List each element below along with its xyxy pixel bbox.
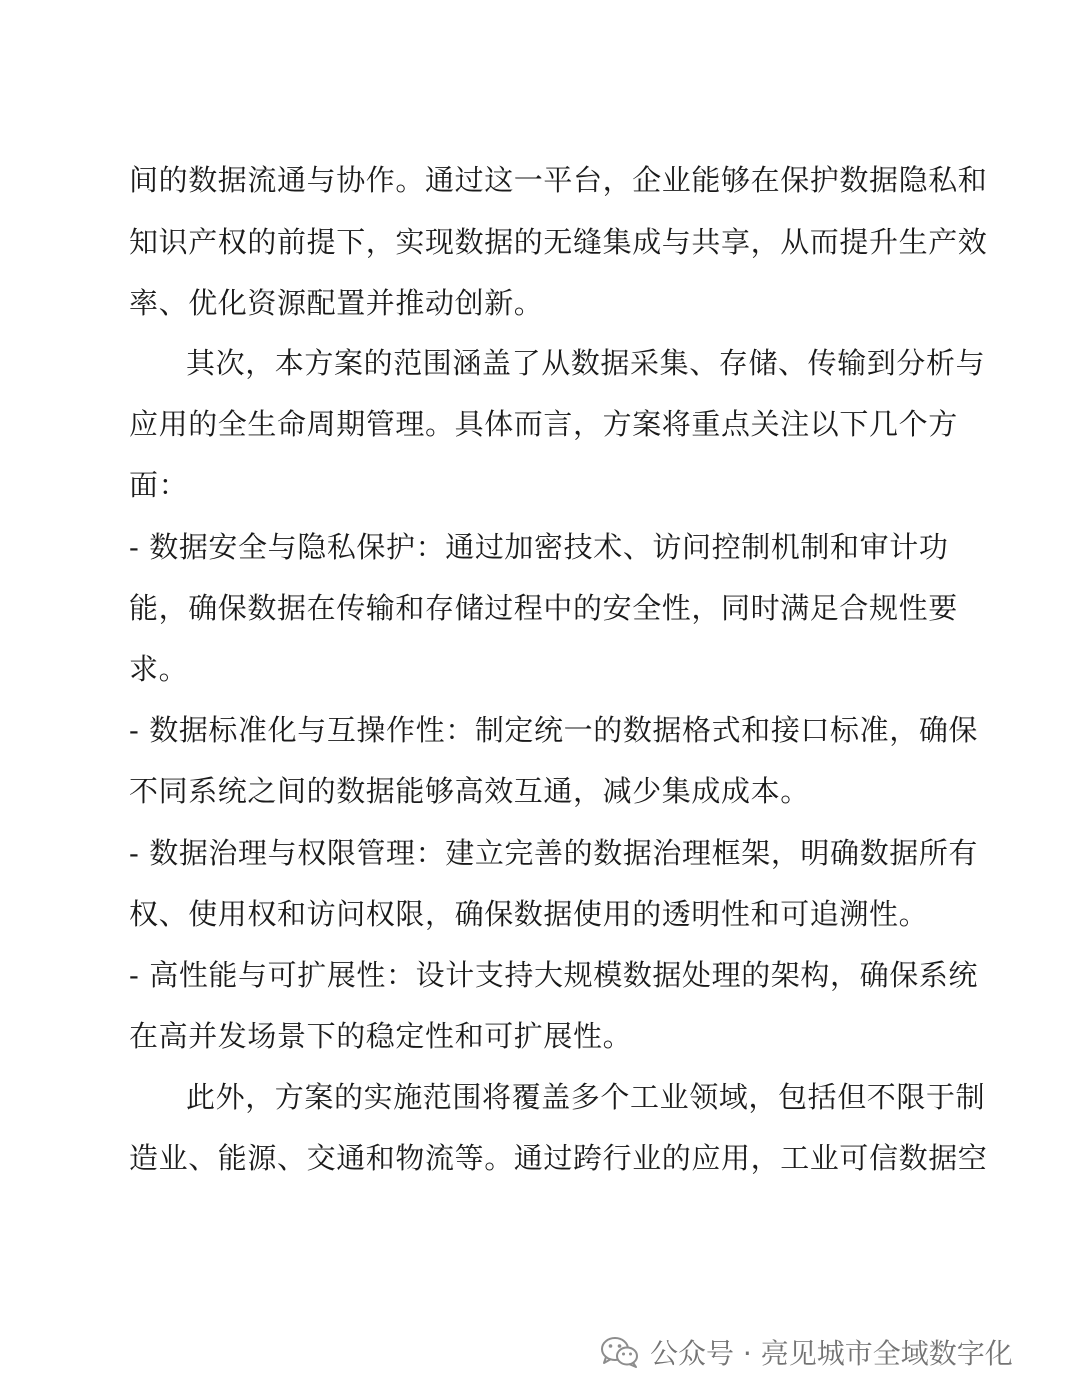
bullet-line: 能，确保数据在传输和存储过程中的安全性，同时满足合规性要 xyxy=(129,591,958,625)
bullet-line: 求。 xyxy=(129,652,189,686)
paragraph-line: 面： xyxy=(129,468,189,502)
paragraph-line: 率、优化资源配置并推动创新。 xyxy=(129,286,544,320)
bullet-line: - 高性能与可扩展性：设计支持大规模数据处理的架构，确保系统 xyxy=(129,958,979,992)
bullet-line: - 数据治理与权限管理：建立完善的数据治理框架，明确数据所有 xyxy=(129,836,979,870)
paragraph-line: 其次，本方案的范围涵盖了从数据采集、存储、传输到分析与 xyxy=(186,346,986,380)
wechat-icon xyxy=(600,1335,640,1369)
bullet-line: 不同系统之间的数据能够高效互通，减少集成成本。 xyxy=(129,774,810,808)
paragraph-line: 此外，方案的实施范围将覆盖多个工业领域，包括但不限于制 xyxy=(186,1080,986,1114)
bullet-line: - 数据标准化与互操作性：制定统一的数据格式和接口标准，确保 xyxy=(129,713,979,747)
bullet-line: - 数据安全与隐私保护：通过加密技术、访问控制机制和审计功 xyxy=(129,530,949,564)
bullet-line: 在高并发场景下的稳定性和可扩展性。 xyxy=(129,1019,633,1053)
watermark xyxy=(600,1330,1013,1374)
paragraph-line: 造业、能源、交通和物流等。通过跨行业的应用，工业可信数据空 xyxy=(129,1141,988,1175)
paragraph-line: 间的数据流通与协作。通过这一平台，企业能够在保护数据隐私和 xyxy=(129,163,988,197)
paragraph-line: 知识产权的前提下，实现数据的无缝集成与共享，从而提升生产效 xyxy=(129,225,988,259)
paragraph-line: 应用的全生命周期管理。具体而言，方案将重点关注以下几个方 xyxy=(129,407,958,441)
watermark-text: 公众号 · 亮见城市全域数字化 xyxy=(650,1337,1013,1370)
bullet-line: 权、使用权和访问权限，确保数据使用的透明性和可追溯性。 xyxy=(129,897,929,931)
